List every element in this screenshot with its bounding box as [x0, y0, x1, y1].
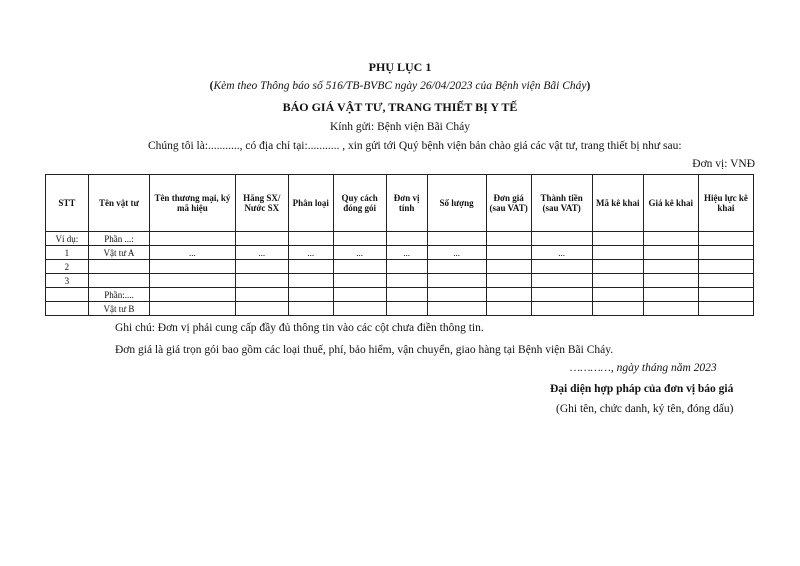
table-row	[46, 246, 754, 260]
table-row	[46, 232, 754, 246]
table-cell	[288, 302, 333, 316]
table-cell	[333, 302, 386, 316]
column-header: Đơn giá (sau VAT)	[486, 175, 531, 232]
table-cell	[427, 232, 486, 246]
signer-title: Đại diện hợp pháp của đơn vị báo giá	[550, 383, 734, 395]
table-cell	[235, 302, 288, 316]
table-cell	[427, 274, 486, 288]
table-cell	[386, 288, 427, 302]
table-cell	[88, 260, 149, 274]
table-cell: ...	[150, 246, 236, 260]
table-cell	[333, 274, 386, 288]
table-cell	[288, 232, 333, 246]
table-cell: ...	[333, 246, 386, 260]
table-cell	[333, 288, 386, 302]
table-cell	[486, 274, 531, 288]
table-cell	[386, 260, 427, 274]
table-cell: 3	[46, 274, 89, 288]
column-header: Tên thương mại, ký mã hiệu	[150, 175, 236, 232]
table-cell	[386, 274, 427, 288]
subtitle-open-paren: (	[209, 80, 214, 92]
table-cell	[288, 260, 333, 274]
table-cell	[592, 246, 643, 260]
table-cell	[643, 260, 698, 274]
table-cell	[531, 232, 592, 246]
intro-text: Chúng tôi là:..........., có địa chỉ tại:........... , xin gửi tới Quý bệnh viện bản chào giá các vật tư, trang thiết bị như sau:	[148, 140, 682, 152]
table-cell	[288, 274, 333, 288]
date-line: …………, ngày tháng năm 2023	[570, 362, 717, 374]
column-header: Thành tiền (sau VAT)	[531, 175, 592, 232]
table-cell	[486, 232, 531, 246]
table-cell	[46, 302, 89, 316]
note-fill-info: Ghi chú: Đơn vị phải cung cấp đầy đủ thông tin vào các cột chưa điền thông tin.	[115, 322, 484, 334]
table-cell	[150, 232, 236, 246]
table-cell	[88, 274, 149, 288]
table-cell	[235, 232, 288, 246]
subtitle-text: Kèm theo Thông báo số 516/TB-BVBC ngày 26/04/2023 của Bệnh viện Bãi Cháy	[213, 80, 587, 92]
table-cell	[150, 288, 236, 302]
column-header: Đơn vị tính	[386, 175, 427, 232]
table-cell: ...	[288, 246, 333, 260]
table-cell	[643, 232, 698, 246]
column-header: Tên vật tư	[88, 175, 149, 232]
table-cell	[427, 288, 486, 302]
table-cell: Ví dụ:	[46, 232, 89, 246]
column-header: Giá kê khai	[643, 175, 698, 232]
table-cell	[698, 302, 753, 316]
table-row	[46, 302, 754, 316]
note-price-inclusive: Đơn giá là giá trọn gói bao gồm các loại thuế, phí, bảo hiểm, vận chuyển, giao hàng tại Bệnh viện Bãi Cháy.	[115, 344, 614, 356]
table-cell	[592, 274, 643, 288]
table-cell	[235, 260, 288, 274]
table-cell	[486, 246, 531, 260]
appendix-title: PHỤ LỤC 1	[368, 60, 432, 74]
table-cell	[531, 260, 592, 274]
table-cell: Vật tư A	[88, 246, 149, 260]
table-cell	[46, 288, 89, 302]
table-cell: ...	[531, 246, 592, 260]
table-cell: ...	[386, 246, 427, 260]
table-row	[46, 260, 754, 274]
table-cell: 1	[46, 246, 89, 260]
table-cell	[592, 302, 643, 316]
table-row	[46, 274, 754, 288]
table-cell	[150, 274, 236, 288]
table-cell	[592, 288, 643, 302]
column-header: STT	[46, 175, 89, 232]
table-cell	[333, 232, 386, 246]
table-cell	[531, 288, 592, 302]
column-header: Hiệu lực kê khai	[698, 175, 753, 232]
table-cell: Vật tư B	[88, 302, 149, 316]
table-cell	[698, 232, 753, 246]
column-header: Phân loại	[288, 175, 333, 232]
table-header-row	[46, 175, 754, 232]
table-cell	[643, 274, 698, 288]
document-title: BÁO GIÁ VẬT TƯ, TRANG THIẾT BỊ Y TẾ	[282, 100, 518, 114]
subtitle-close-paren: )	[586, 80, 591, 92]
table-cell	[235, 288, 288, 302]
table-cell	[698, 288, 753, 302]
column-header: Hãng SX/ Nước SX	[235, 175, 288, 232]
column-header: Quy cách đóng gói	[333, 175, 386, 232]
table-cell	[643, 302, 698, 316]
column-header: Mã kê khai	[592, 175, 643, 232]
table-cell	[427, 260, 486, 274]
table-cell	[235, 274, 288, 288]
table-cell: ...	[427, 246, 486, 260]
table-cell	[698, 274, 753, 288]
currency-unit: Đơn vị: VNĐ	[692, 158, 755, 170]
table-cell	[386, 302, 427, 316]
table-cell	[150, 260, 236, 274]
table-cell	[643, 288, 698, 302]
table-cell	[698, 260, 753, 274]
table-cell	[592, 260, 643, 274]
table-cell	[386, 232, 427, 246]
table-cell: Phần ...:	[88, 232, 149, 246]
column-header: Số lượng	[427, 175, 486, 232]
table-cell	[486, 260, 531, 274]
table-cell: Phần:....	[88, 288, 149, 302]
table-cell	[427, 302, 486, 316]
table-cell: ...	[235, 246, 288, 260]
table-cell	[288, 288, 333, 302]
table-cell: 2	[46, 260, 89, 274]
table-cell	[592, 232, 643, 246]
table-cell	[531, 274, 592, 288]
table-cell	[531, 302, 592, 316]
addressee: Kính gửi: Bệnh viện Bãi Cháy	[329, 121, 471, 133]
table-cell	[486, 302, 531, 316]
table-row	[46, 288, 754, 302]
table-cell	[643, 246, 698, 260]
appendix-subtitle	[0, 80, 800, 92]
table-cell	[486, 288, 531, 302]
table-cell	[698, 246, 753, 260]
quotation-table	[45, 174, 754, 316]
table-cell	[333, 260, 386, 274]
signer-instruction: (Ghi tên, chức danh, ký tên, đóng dấu)	[556, 403, 734, 415]
table-cell	[150, 302, 236, 316]
